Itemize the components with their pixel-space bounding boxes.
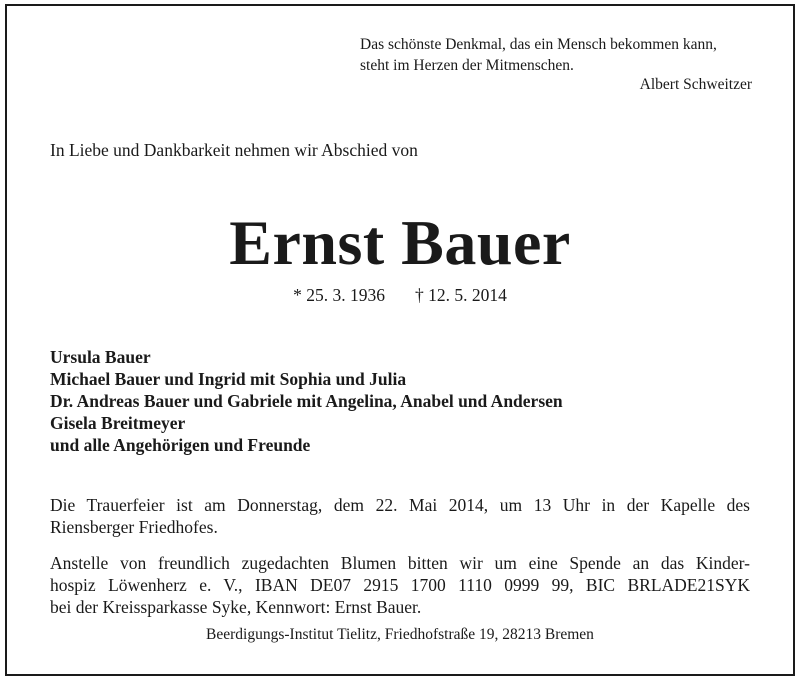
quote-line: Das schönste Denkmal, das ein Mensch bekommen kann,: [360, 36, 717, 53]
donation-info: [50, 552, 750, 618]
funeral-home: Beerdigungs-Institut Tielitz, Friedhofstraße 19, 28213 Bremen: [206, 626, 594, 643]
service-info: [50, 494, 750, 538]
donation-line: bei der Kreissparkasse Syke, Kennwort: Ernst Bauer.: [50, 597, 422, 617]
donation-line: Anstelle von freundlich zugedachten Blumen bitten wir um eine Spende an das Kinder-: [50, 553, 750, 573]
mourner-line: Michael Bauer und Ingrid mit Sophia und Julia: [50, 369, 407, 389]
mourner-line: Dr. Andreas Bauer und Gabriele mit Angelina, Anabel und Andersen: [50, 391, 563, 411]
quote: [360, 34, 717, 76]
mourner-line: und alle Angehörigen und Freunde: [50, 435, 311, 455]
death-date: † 12. 5. 2014: [415, 285, 507, 305]
donation-line: hospiz Löwenherz e. V., IBAN DE07 2915 1700 1110 0999 99, BIC BRLADE21SYK: [50, 575, 750, 595]
intro-text: In Liebe und Dankbarkeit nehmen wir Abschied von: [50, 140, 418, 160]
quote-author: Albert Schweitzer: [639, 76, 752, 93]
mourner-line: Ursula Bauer: [50, 347, 151, 367]
mourner-line: Gisela Breitmeyer: [50, 413, 186, 433]
deceased-name: Ernst Bauer: [229, 207, 571, 278]
mourners-list: [50, 346, 563, 456]
life-dates: [0, 285, 800, 306]
birth-date: * 25. 3. 1936: [293, 285, 385, 305]
service-line: Die Trauerfeier ist am Donnerstag, dem 22. Mai 2014, um 13 Uhr in der Kapelle des: [50, 495, 750, 515]
quote-line: steht im Herzen der Mitmenschen.: [360, 57, 574, 74]
service-line: Riensberger Friedhofes.: [50, 517, 218, 537]
